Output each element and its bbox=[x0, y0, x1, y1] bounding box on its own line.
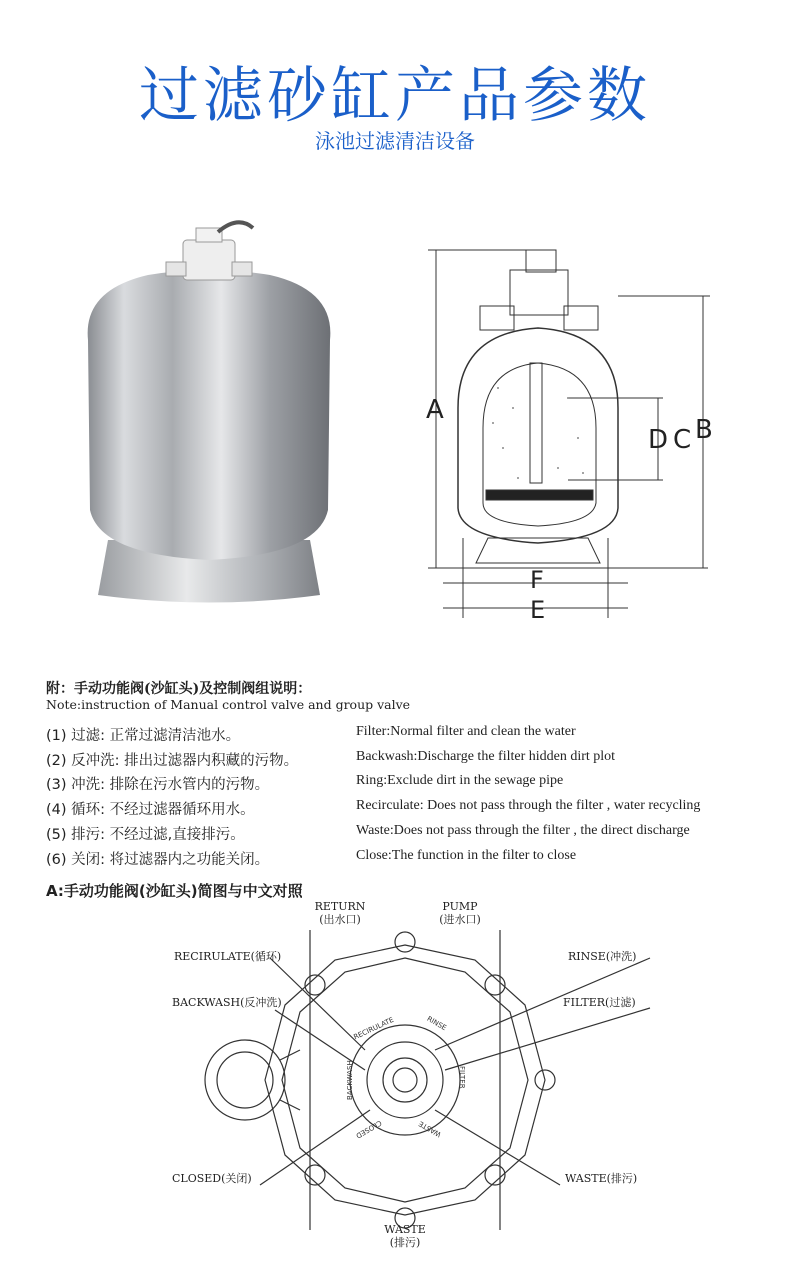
item-zh: (6) 关闭: 将过滤器内之功能关闭。 bbox=[46, 852, 270, 868]
waste-label: WASTE(排污) bbox=[565, 1172, 638, 1185]
dim-label-b: B bbox=[695, 415, 713, 445]
waste-bottom-label-zh: (排污) bbox=[389, 1236, 421, 1249]
note-heading: 附：手动功能阀(沙缸头)及控制阀组说明： bbox=[46, 681, 312, 697]
item-zh: (4) 循环: 不经过滤器循环用水。 bbox=[46, 802, 255, 818]
item-en: Waste:Does not pass through the filter , the direct discharge bbox=[356, 823, 690, 838]
dim-label-c: C bbox=[673, 425, 692, 455]
page-title: 过滤砂缸产品参数 bbox=[139, 61, 651, 131]
item-zh: (3) 冲洗: 排除在污水管内的污物。 bbox=[46, 777, 270, 793]
item-en: Recirculate: Does not pass through the filter , water recycling bbox=[356, 798, 701, 813]
dial-closed: CLOSED bbox=[354, 1118, 383, 1140]
dial-filter: FILTER bbox=[458, 1066, 466, 1089]
dim-label-f: F bbox=[530, 566, 544, 594]
dim-label-d: D bbox=[648, 425, 669, 455]
pump-label-zh: (进水口) bbox=[439, 913, 481, 926]
dimension-diagram bbox=[418, 238, 718, 628]
sand-filter-tank-photo bbox=[78, 210, 340, 610]
waste-bottom-label: WASTE bbox=[384, 1223, 426, 1236]
item-zh: (2) 反冲洗: 排出过滤器内积藏的污物。 bbox=[46, 753, 299, 769]
item-en: Backwash:Discharge the filter hidden dirt plot bbox=[356, 749, 616, 764]
return-label-zh: (出水口) bbox=[319, 913, 361, 926]
item-en: Filter:Normal filter and clean the water bbox=[356, 724, 576, 739]
item-zh: (5) 排污: 不经过滤,直接排污。 bbox=[46, 827, 245, 843]
dim-label-a: A bbox=[426, 395, 444, 425]
dim-label-e: E bbox=[530, 596, 546, 624]
filter-label: FILTER(过滤) bbox=[563, 996, 636, 1009]
dial-recirulate: RECIRULATE bbox=[352, 1015, 396, 1042]
item-en: Ring:Exclude dirt in the sewage pipe bbox=[356, 773, 564, 788]
return-label: RETURN bbox=[314, 900, 366, 913]
dial-waste: WASTE bbox=[417, 1119, 443, 1139]
dial-rinse: RINSE bbox=[425, 1014, 448, 1033]
rinse-label: RINSE(冲洗) bbox=[568, 950, 637, 963]
valve-schematic bbox=[160, 900, 660, 1260]
valve-section-heading: A:手动功能阀(沙缸头)简图与中文对照 bbox=[46, 882, 303, 900]
item-en: Close:The function in the filter to close bbox=[356, 848, 577, 863]
dial-backwash: BACKWASH bbox=[346, 1060, 354, 1100]
item-zh: (1) 过滤: 正常过滤清洁池水。 bbox=[46, 728, 241, 744]
note-heading-en: Note:instruction of Manual control valve and group valve bbox=[46, 697, 411, 712]
pump-label: PUMP bbox=[442, 900, 478, 913]
closed-label: CLOSED(关闭) bbox=[172, 1172, 252, 1185]
recirculate-label: RECIRULATE(循环) bbox=[174, 950, 282, 963]
backwash-label: BACKWASH(反冲洗) bbox=[172, 996, 282, 1009]
page-subtitle: 泳池过滤清洁设备 bbox=[315, 129, 475, 153]
